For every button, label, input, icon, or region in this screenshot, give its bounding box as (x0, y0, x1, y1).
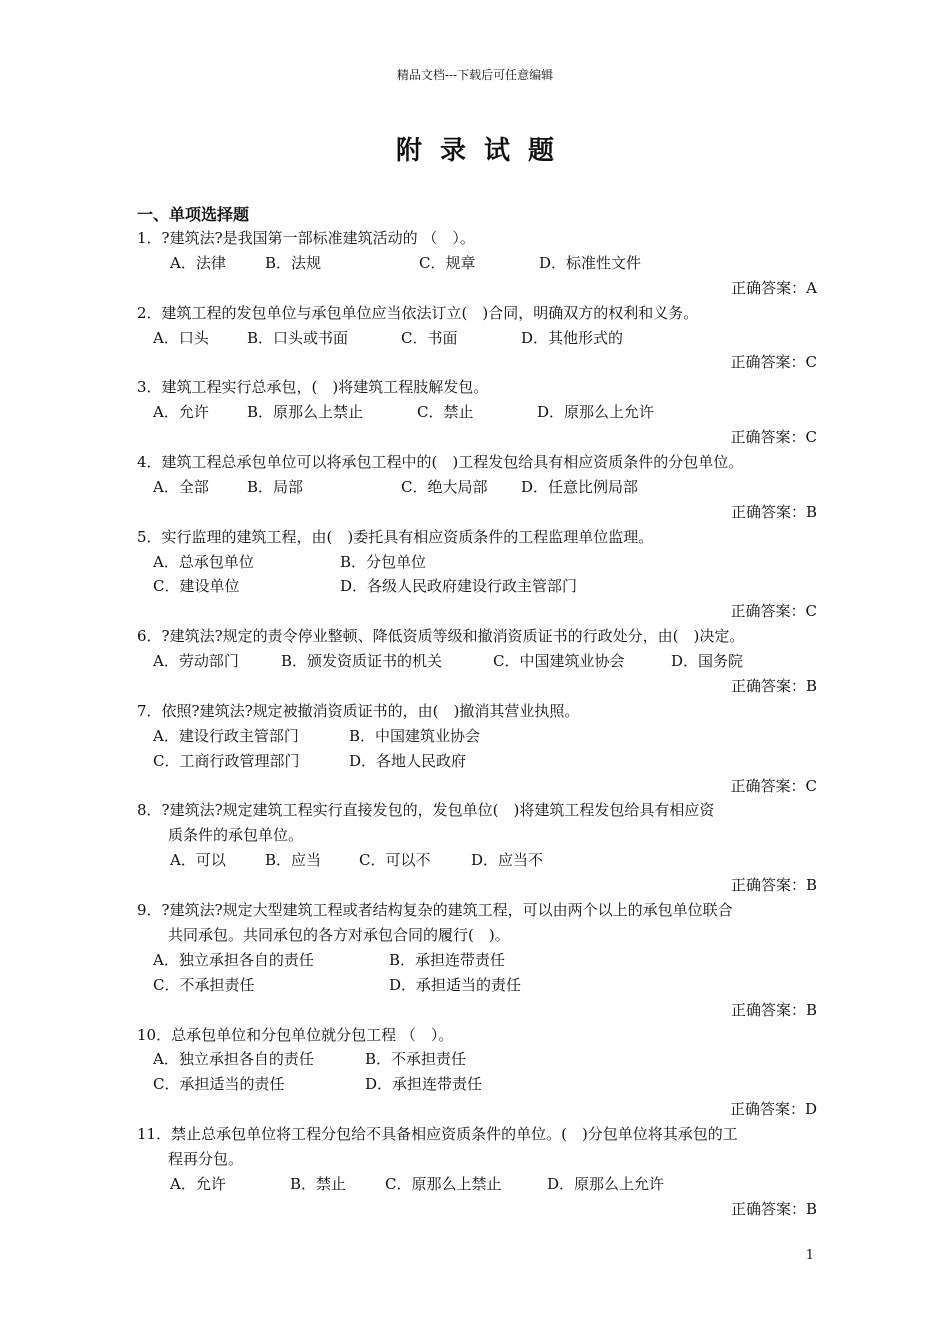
question-item (137, 798, 817, 898)
option-row (137, 1047, 817, 1072)
option-row (137, 1072, 817, 1097)
answer-option: A．法律 (170, 253, 226, 272)
question-stem: 10．总承包单位和分包单位就分包工程 （ ）。 (137, 1025, 454, 1044)
question-item (137, 375, 817, 450)
option-row (137, 948, 817, 973)
answer-option: A．独立承担各自的责任 (153, 1050, 314, 1069)
page-number: 1 (805, 1248, 814, 1263)
question-stem: 4．建筑工程总承包单位可以将承包工程中的( )工程发包给具有相应资质条件的分包单位。 (137, 453, 744, 472)
answer-option: B．口头或书面 (247, 328, 349, 347)
section-heading: 一、单项选择题 (137, 205, 250, 224)
answer-option: B．中国建筑业协会 (349, 726, 481, 745)
option-row (137, 326, 817, 351)
question-stem: 11．禁止总承包单位将工程分包给不具备相应资质条件的单位。( )分包单位将其承包的工 (137, 1125, 738, 1144)
question-stem: 9．?建筑法?规定大型建筑工程或者结构复杂的建筑工程，可以由两个以上的承包单位联合 (137, 901, 733, 920)
correct-answer: 正确答案：B (730, 1199, 817, 1218)
answer-option: A．可以 (170, 851, 226, 870)
question-stem: 7．依照?建筑法?规定被撤消资质证书的，由( )撤消其营业执照。 (137, 701, 580, 720)
answer-option: A．允许 (170, 1174, 226, 1193)
answer-option: D．应当不 (471, 851, 544, 870)
option-row (137, 550, 817, 575)
question-item (137, 1023, 817, 1123)
option-row (137, 475, 817, 500)
answer-option: C．不承担责任 (153, 975, 255, 994)
page-title: 附录试题 (395, 136, 572, 166)
answer-option: D．国务院 (671, 652, 744, 671)
option-row (137, 251, 817, 276)
option-row (137, 848, 817, 873)
correct-answer: 正确答案：C (730, 776, 817, 795)
answer-option: C．绝大局部 (401, 477, 488, 496)
correct-answer: 正确答案：B (730, 677, 817, 696)
option-row (137, 649, 817, 674)
answer-option: B．法规 (265, 253, 322, 272)
answer-option: A．全部 (153, 477, 209, 496)
correct-answer: 正确答案：B (730, 502, 817, 521)
question-item (137, 301, 817, 376)
answer-option: B．局部 (247, 477, 304, 496)
answer-option: D．其他形式的 (521, 328, 624, 347)
question-stem: 8．?建筑法?规定建筑工程实行直接发包的，发包单位( )将建筑工程发包给具有相应资 (137, 801, 715, 820)
answer-option: C．原那么上禁止 (385, 1174, 502, 1193)
answer-option: C．承担适当的责任 (153, 1075, 285, 1094)
answer-option: A．劳动部门 (153, 652, 239, 671)
question-stem: 质条件的承包单位。 (168, 826, 304, 845)
answer-option: C．中国建筑业协会 (493, 652, 625, 671)
answer-option: A．总承包单位 (153, 552, 254, 571)
option-row (137, 749, 817, 774)
question-stem: 共同承包。共同承包的各方对承包合同的履行( )。 (168, 925, 510, 944)
question-item (137, 450, 817, 525)
question-stem: 3．建筑工程实行总承包，( )将建筑工程肢解发包。 (137, 378, 489, 397)
question-stem: 5．实行监理的建筑工程，由( )委托具有相应资质条件的工程监理单位监理。 (137, 527, 654, 546)
correct-answer: 正确答案：B (730, 1000, 817, 1019)
answer-option: A．口头 (153, 328, 209, 347)
answer-option: C．书面 (401, 328, 458, 347)
answer-option: B．颁发资质证书的机关 (281, 652, 443, 671)
answer-option: D．任意比例局部 (521, 477, 639, 496)
answer-option: C．工商行政管理部门 (153, 751, 300, 770)
answer-option: B．应当 (265, 851, 322, 870)
question-item (137, 898, 817, 1022)
correct-answer: 正确答案：B (730, 876, 817, 895)
answer-option: C．规章 (419, 253, 476, 272)
question-stem: 2．建筑工程的发包单位与承包单位应当依法订立( )合同，明确双方的权利和义务。 (137, 303, 699, 322)
answer-option: B．承担连带责任 (389, 950, 506, 969)
option-row (137, 574, 817, 599)
question-item (137, 525, 817, 625)
option-row (137, 724, 817, 749)
answer-option: B．分包单位 (340, 552, 427, 571)
correct-answer: 正确答案：C (730, 428, 817, 447)
option-row (137, 400, 817, 425)
answer-option: A．独立承担各自的责任 (153, 950, 314, 969)
correct-answer: 正确答案：C (730, 602, 817, 621)
question-stem: 6．?建筑法?规定的责令停业整顿、降低资质等级和撤消资质证书的行政处分，由( )决定。 (137, 627, 745, 646)
option-row (137, 1172, 817, 1197)
answer-option: A．建设行政主管部门 (153, 726, 299, 745)
correct-answer: 正确答案：A (731, 278, 817, 297)
answer-option: C．可以不 (359, 851, 431, 870)
answer-option: C．禁止 (417, 403, 474, 422)
answer-option: D．原那么上允许 (537, 403, 655, 422)
question-item (137, 699, 817, 799)
answer-option: D．承担连带责任 (365, 1075, 483, 1094)
answer-option: D．标准性文件 (539, 253, 642, 272)
question-item (137, 624, 817, 699)
answer-option: B．不承担责任 (365, 1050, 467, 1069)
option-row (137, 973, 817, 998)
answer-option: D．各地人民政府 (349, 751, 467, 770)
question-item (137, 226, 817, 301)
answer-option: D．各级人民政府建设行政主管部门 (340, 577, 578, 596)
page-header: 精品文档---下载后可任意编辑 (396, 68, 554, 82)
question-list (137, 226, 817, 1222)
question-item (137, 1122, 817, 1222)
question-stem: 程再分包。 (168, 1149, 244, 1168)
answer-option: D．原那么上允许 (547, 1174, 665, 1193)
question-stem: 1．?建筑法?是我国第一部标准建筑活动的 （ ）。 (137, 229, 475, 247)
correct-answer: 正确答案：D (729, 1100, 817, 1119)
answer-option: A．允许 (153, 403, 209, 422)
answer-option: C．建设单位 (153, 577, 240, 596)
answer-option: B．原那么上禁止 (247, 403, 364, 422)
answer-option: B．禁止 (290, 1174, 347, 1193)
correct-answer: 正确答案：C (730, 353, 817, 372)
answer-option: D．承担适当的责任 (389, 975, 522, 994)
